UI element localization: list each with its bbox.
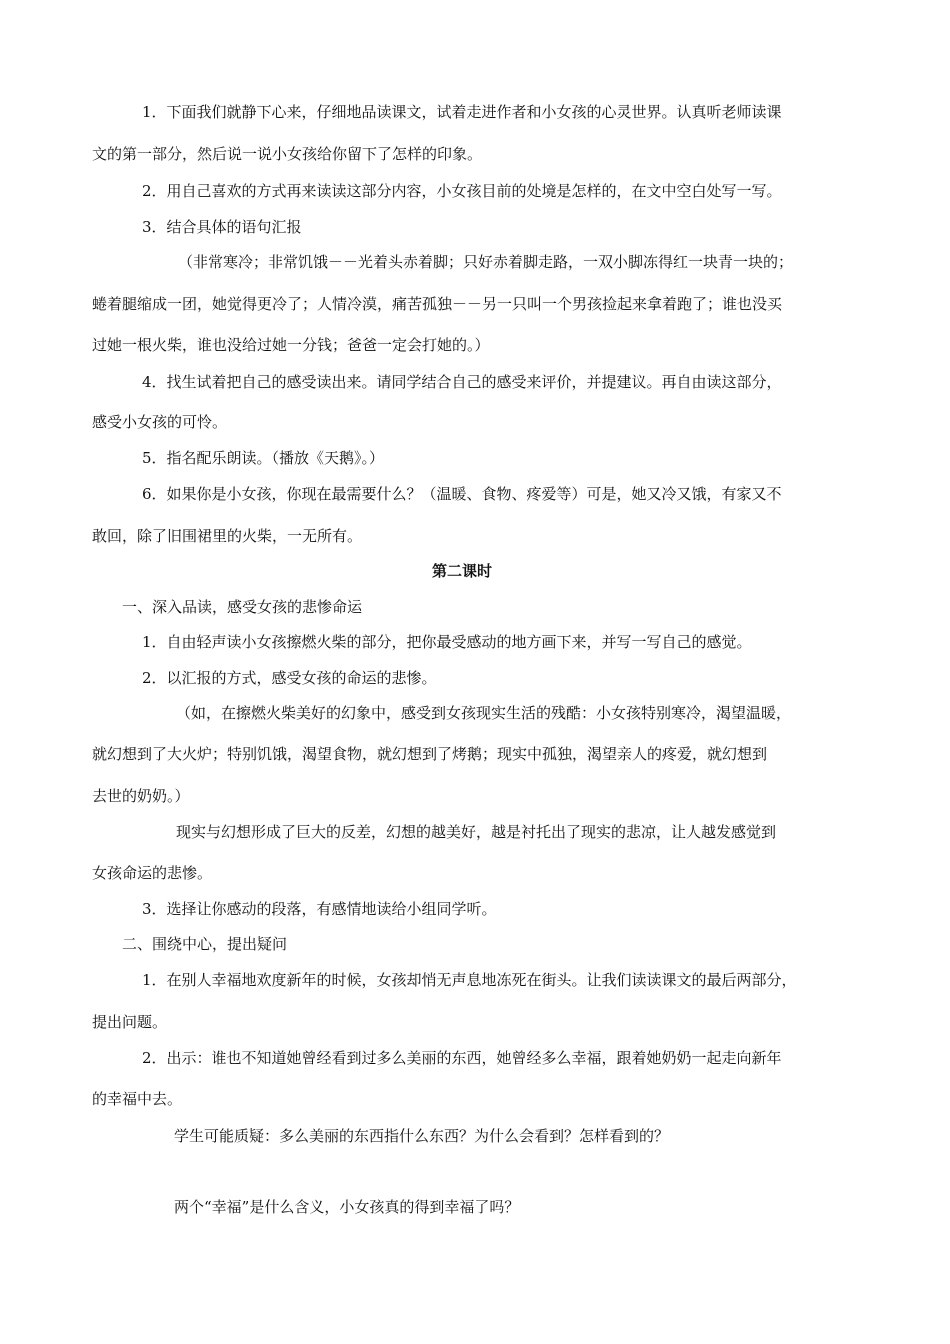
paragraph-line: 女孩命运的悲惨。 (92, 864, 213, 882)
paragraph-line: 蜷着腿缩成一团，她觉得更冷了；人情冷漠，痛苦孤独－－另一只叫一个男孩捡起来拿着跑了；谁也没买 (92, 295, 783, 313)
paragraph-line: 学生可能质疑：多么美丽的东西指什么东西？为什么会看到？怎样看到的？ (174, 1127, 670, 1145)
section-heading: 二、围绕中心，提出疑问 (122, 935, 288, 953)
paragraph-line: 2．以汇报的方式，感受女孩的命运的悲惨。 (142, 669, 437, 687)
paragraph-line: 去世的奶奶。） (92, 787, 190, 805)
paragraph-line: 感受小女孩的可怜。 (92, 413, 228, 431)
paragraph-line: 提出问题。 (92, 1013, 168, 1031)
paragraph-line: 两个“幸福”是什么含义，小女孩真的得到幸福了吗？ (174, 1198, 520, 1216)
paragraph-line: 文的第一部分，然后说一说小女孩给你留下了怎样的印象。 (92, 145, 483, 163)
paragraph-line: 3．选择让你感动的段落，有感情地读给小组同学听。 (142, 900, 497, 918)
section-title: 第二课时 (432, 562, 493, 580)
paragraph-line: 过她一根火柴，谁也没给过她一分钱；爸爸一定会打她的。） (92, 336, 490, 354)
paragraph-line: 4．找生试着把自己的感受读出来。请同学结合自己的感受来评价，并提建议。再自由读这部分， (142, 373, 782, 391)
paragraph-line: 的幸福中去。 (92, 1090, 183, 1108)
paragraph-line: 2．用自己喜欢的方式再来读读这部分内容，小女孩目前的处境是怎样的，在文中空白处写一写。 (142, 182, 782, 200)
paragraph-line: 1．自由轻声读小女孩擦燃火柴的部分，把你最受感动的地方画下来，并写一写自己的感觉。 (142, 633, 752, 651)
paragraph-line: 3．结合具体的语句汇报 (142, 218, 302, 236)
paragraph-line: 1．在别人幸福地欢度新年的时候，女孩却悄无声息地冻死在街头。让我们读读课文的最后两部分， (142, 971, 797, 989)
paragraph-line: 6．如果你是小女孩，你现在最需要什么？（温暖、食物、疼爱等）可是，她又冷又饿，有家又不 (142, 485, 782, 503)
paragraph-line: 2．出示：谁也不知道她曾经看到过多么美丽的东西，她曾经多么幸福，跟着她奶奶一起走向新年 (142, 1049, 782, 1067)
paragraph-line: 现实与幻想形成了巨大的反差，幻想的越美好，越是衬托出了现实的悲凉，让人越发感觉到 (176, 823, 777, 841)
paragraph-line: （如，在擦燃火柴美好的幻象中，感受到女孩现实生活的残酷：小女孩特别寒冷，渴望温暖， (176, 704, 792, 722)
paragraph-line: 1．下面我们就静下心来，仔细地品读课文，试着走进作者和小女孩的心灵世界。认真听老师读课 (142, 103, 782, 121)
paragraph-line: 就幻想到了大火炉；特别饥饿，渴望食物，就幻想到了烤鹅；现实中孤独，渴望亲人的疼爱，就幻想到 (92, 745, 768, 763)
paragraph-line: 5．指名配乐朗读。（播放《天鹅》。） (142, 449, 385, 467)
section-heading: 一、深入品读，感受女孩的悲惨命运 (122, 598, 363, 616)
paragraph-line: 敢回，除了旧围裙里的火柴，一无所有。 (92, 527, 363, 545)
paragraph-line: （非常寒冷；非常饥饿－－光着头赤着脚；只好赤着脚走路，一双小脚冻得红一块青一块的； (178, 253, 794, 271)
